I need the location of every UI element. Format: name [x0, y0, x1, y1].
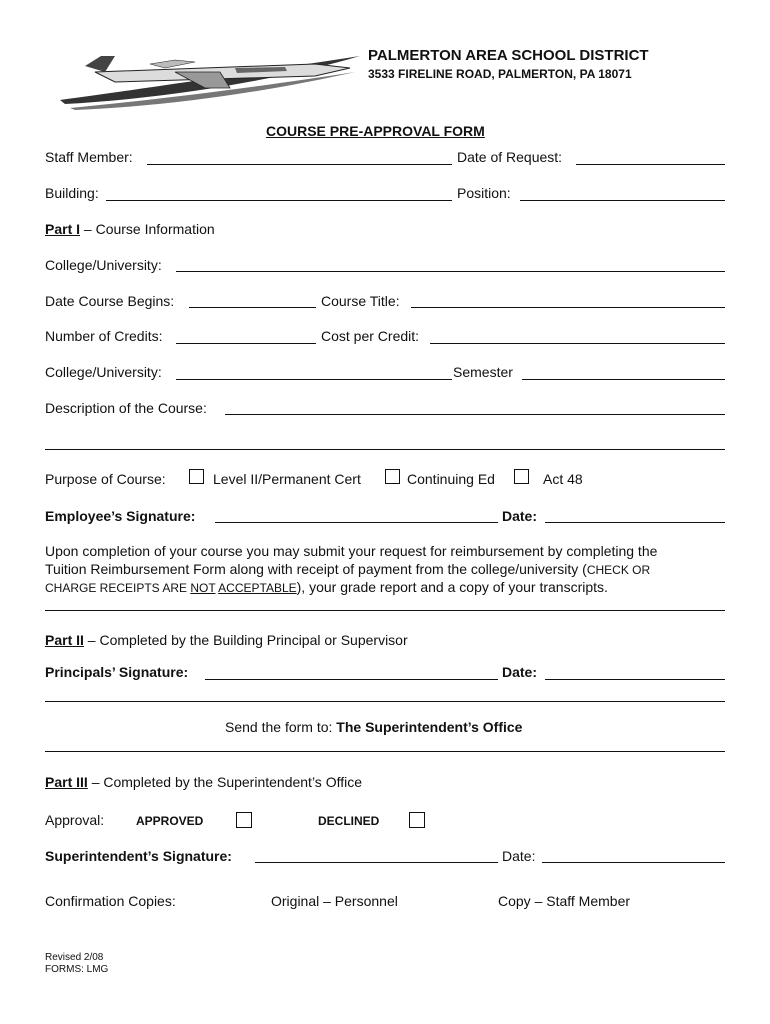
part1-heading: [45, 221, 215, 237]
semester-field[interactable]: [522, 379, 725, 380]
building-label: Building:: [45, 185, 99, 201]
part2-title: – Completed by the Building Principal or Supervisor: [87, 632, 408, 648]
employee-date-label: Date:: [502, 508, 538, 524]
declined-checkbox[interactable]: [409, 812, 425, 828]
send-to-office: The Superintendent’s Office: [336, 719, 523, 735]
approved-label: APPROVED: [136, 814, 204, 828]
notice-line1: Upon completion of your course you may submit your request for reimbursement by completing the: [45, 543, 658, 559]
employee-date-field[interactable]: [545, 522, 725, 523]
part1-title: – Course Information: [83, 221, 215, 237]
date-begins-label: Date Course Begins:: [45, 293, 175, 309]
district-name: PALMERTON AREA SCHOOL DISTRICT: [368, 47, 649, 64]
original-personnel: Original – Personnel: [271, 893, 398, 909]
part3-heading: [45, 774, 362, 790]
level2-checkbox[interactable]: [189, 469, 204, 484]
date-of-request-field[interactable]: [576, 164, 725, 165]
divider-3: [45, 751, 725, 752]
principal-date-field[interactable]: [545, 679, 725, 680]
description-field-2[interactable]: [45, 449, 725, 450]
superintendent-date-label: Date:: [502, 848, 536, 864]
college2-label: College/University:: [45, 364, 162, 380]
notice-check-or: CHECK OR: [586, 563, 651, 577]
level2-label: Level II/Permanent Cert: [213, 471, 361, 487]
approved-checkbox[interactable]: [236, 812, 252, 828]
continuing-ed-label: Continuing Ed: [407, 471, 495, 487]
description-field[interactable]: [225, 414, 725, 415]
cost-per-credit-field[interactable]: [430, 343, 725, 344]
act48-checkbox[interactable]: [514, 469, 529, 484]
superintendent-signature-label: Superintendent’s Signature:: [45, 848, 232, 864]
principal-date-label: Date:: [502, 664, 538, 680]
semester-label: Semester: [453, 364, 513, 380]
college2-field[interactable]: [176, 379, 452, 380]
notice-not: NOT: [190, 581, 216, 595]
date-begins-field[interactable]: [189, 307, 316, 308]
employee-signature-field[interactable]: [215, 522, 498, 523]
jet-airplane-icon: [55, 42, 365, 112]
principal-signature-label: Principals’ Signature:: [45, 664, 189, 680]
part2-heading: [45, 632, 408, 648]
num-credits-label: Number of Credits:: [45, 328, 163, 344]
notice-line2: [45, 561, 650, 578]
district-address: 3533 FIRELINE ROAD, PALMERTON, PA 18071: [368, 67, 632, 81]
employee-signature-label: Employee’s Signature:: [45, 508, 196, 524]
send-to-prefix: Send the form to:: [225, 719, 337, 735]
num-credits-field[interactable]: [176, 343, 316, 344]
staff-member-label: Staff Member:: [45, 149, 133, 165]
college-field[interactable]: [176, 271, 725, 272]
cost-per-credit-label: Cost per Credit:: [321, 328, 420, 344]
copy-staff-member: Copy – Staff Member: [498, 893, 631, 909]
send-to-text: [225, 719, 522, 735]
position-field[interactable]: [520, 200, 725, 201]
confirmation-label: Confirmation Copies:: [45, 893, 176, 909]
forms-note: FORMS: LMG: [45, 964, 109, 975]
notice-line2-text: Tuition Reimbursement Form along with receipt of payment from the college/university (: [45, 561, 587, 577]
position-label: Position:: [457, 185, 511, 201]
part3-label: Part III: [45, 774, 88, 790]
course-title-label: Course Title:: [321, 293, 400, 309]
course-title-field[interactable]: [411, 307, 725, 308]
revised-note: Revised 2/08: [45, 952, 104, 963]
superintendent-date-field[interactable]: [542, 862, 725, 863]
principal-signature-field[interactable]: [205, 679, 498, 680]
part2-label: Part II: [45, 632, 84, 648]
college-label: College/University:: [45, 257, 162, 273]
divider-2: [45, 701, 725, 702]
date-of-request-label: Date of Request:: [457, 149, 563, 165]
approval-label: Approval:: [45, 812, 105, 828]
notice-acceptable: ACCEPTABLE: [218, 581, 297, 595]
part3-title: – Completed by the Superintendent’s Office: [91, 774, 363, 790]
continuing-ed-checkbox[interactable]: [385, 469, 400, 484]
staff-member-field[interactable]: [147, 164, 452, 165]
declined-label: DECLINED: [318, 814, 380, 828]
form-title: COURSE PRE-APPROVAL FORM: [266, 123, 485, 139]
purpose-label: Purpose of Course:: [45, 471, 166, 487]
notice-line3: [45, 579, 608, 596]
building-field[interactable]: [106, 200, 452, 201]
part1-label: Part I: [45, 221, 81, 237]
superintendent-signature-field[interactable]: [255, 862, 498, 863]
divider-1: [45, 610, 725, 611]
description-label: Description of the Course:: [45, 400, 207, 416]
act48-label: Act 48: [543, 471, 583, 487]
notice-end: ), your grade report and a copy of your transcripts.: [296, 579, 608, 595]
notice-charge: CHARGE RECEIPTS ARE: [45, 581, 191, 595]
